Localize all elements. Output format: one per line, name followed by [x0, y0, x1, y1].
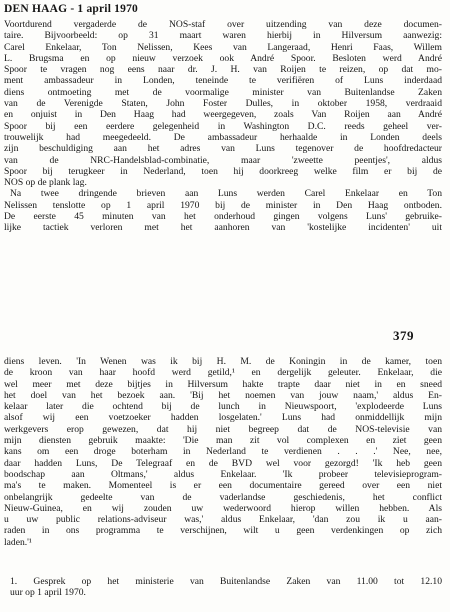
text-line: diens ontmoeting met de voormalige minister van Buitenlandse Zaken [4, 86, 442, 98]
text-line: alsof wij een voetzoeker hadden losgelaten.' Luns had onmiddellijk mijn [4, 412, 442, 424]
text-line: trouwelijk had meegedeeld. De ambassadeur herhaalde in Londen deels [4, 131, 442, 143]
text-line: De eerste 45 minuten van het onderhoud gingen volgens Luns' gebruike- [4, 211, 442, 223]
text-line: daar hadden Luns, De Telegraaf en de BVD wel voor gezorgd! 'Ik heb geen [4, 457, 442, 469]
text-line: kans om een droge boterham in Nederland te verdienen . . .' Nee, nee, [4, 446, 442, 458]
text-line: boodschap aan Oltmans,' aldus Enkelaar. 'Ik probeer televisieprogram- [4, 468, 442, 480]
footnote-line: 1. Gesprek op het ministerie van Buitenlandse Zaken van 11.00 tot 12.10 [10, 576, 442, 587]
text-line: en onjuist in Den Haag had weergegeven, zoals Van Roijen aan André [4, 109, 442, 121]
text-line: raden in ons programma te verschijnen, wilt u geen verdenkingen op zich [4, 525, 442, 537]
bottom-text-block [4, 356, 442, 548]
text-line: NOS op de plank lag. [4, 177, 87, 189]
top-text-block [4, 19, 442, 234]
text-line: Nelissen tenslotte op 1 april 1970 bij de minister in Den Haag ontboden. [4, 199, 442, 211]
footnote-divider [4, 568, 124, 569]
text-line: ment ambassadeur in Londen, teneinde te verifiëren of Luns inderdaad [4, 75, 442, 87]
text-line: taire. Bijvoorbeeld: op 31 maart waren hierbij in Hilversum aanwezig: [4, 30, 442, 42]
text-line: de kroon van haar hoofd werd getild,¹ en dergelijk geleuter. Enkelaar, die [4, 367, 442, 379]
footnote-line: uur op 1 april 1970. [10, 587, 86, 599]
text-line: u uw public relations-adviseur was,' aldus Enkelaar, 'dan zou ik u aan- [4, 514, 442, 526]
footnote [4, 576, 442, 599]
text-line: van de Verenigde Staten, John Foster Dulles, in oktober 1958, verdraaid [4, 98, 442, 110]
text-line: zijn beschuldiging aan het adres van Luns tegenover de hoofdredacteur [4, 143, 442, 155]
text-line: kelaar later die ochtend bij de lunch in Nieuwspoort, 'explodeerde Luns [4, 401, 442, 413]
page-number: 379 [393, 328, 414, 343]
text-line: Voortdurend vergaderde de NOS-staf over uitzending van deze documen- [4, 19, 442, 30]
text-line: L. Brugsma en op nieuw verzoek ook André Spoor. Besloten werd André [4, 52, 442, 64]
text-line: van de NRC-Handelsblad-combinatie, maar 'zweette peentjes', aldus [4, 154, 442, 166]
running-head: DEN HAAG - 1 april 1970 [4, 3, 138, 15]
text-line: laden.'¹ [4, 536, 32, 548]
text-line: Nieuw-Guinea, en wij zouden uw wederwoord hierop willen hebben. Als [4, 502, 442, 514]
text-line: Spoor bij een eerdere gelegenheid in Washington D.C. reeds geheel ver- [4, 120, 442, 132]
text-line: mijn diensten gebruik maakte: 'Die man zit vol complexen en ziet geen [4, 435, 442, 447]
text-line: diens leven. 'In Wenen was ik bij H. M. de Koningin in de kamer, toen [4, 356, 442, 367]
text-line: onbelangrijk gedeelte van de vaderlandse geschiedenis, het conflict [4, 491, 442, 503]
text-line: Na twee dringende brieven aan Luns werden Carel Enkelaar en Ton [10, 188, 442, 200]
text-line: Carel Enkelaar, Ton Nelissen, Kees van Langeraad, Henri Faas, Willem [4, 41, 442, 53]
text-line: wel meer met deze bijtjes in Hilversum hakte trapte daar niet in en sneed [4, 378, 442, 390]
text-line: Spoor bij terugkeer in Nederland, toen hij doorkreeg welke film er bij de [4, 165, 442, 177]
text-line: lijke tactiek verloren met het aanhoren van 'kostelijke incidenten' uit [4, 222, 442, 234]
text-line: ma's te maken. Momenteel is er een documentaire gereed over een niet [4, 480, 442, 492]
text-line: Spoor te vragen nog eens naar dr. J. H. van Roijen te reizen, op dat mo- [4, 64, 442, 76]
text-line: werkgevers erop gewezen, dat hij niet begreep dat de NOS-televisie van [4, 423, 442, 435]
text-line: het doel van het bezoek aan. 'Bij het noemen van jouw naam,' aldus En- [4, 389, 442, 401]
